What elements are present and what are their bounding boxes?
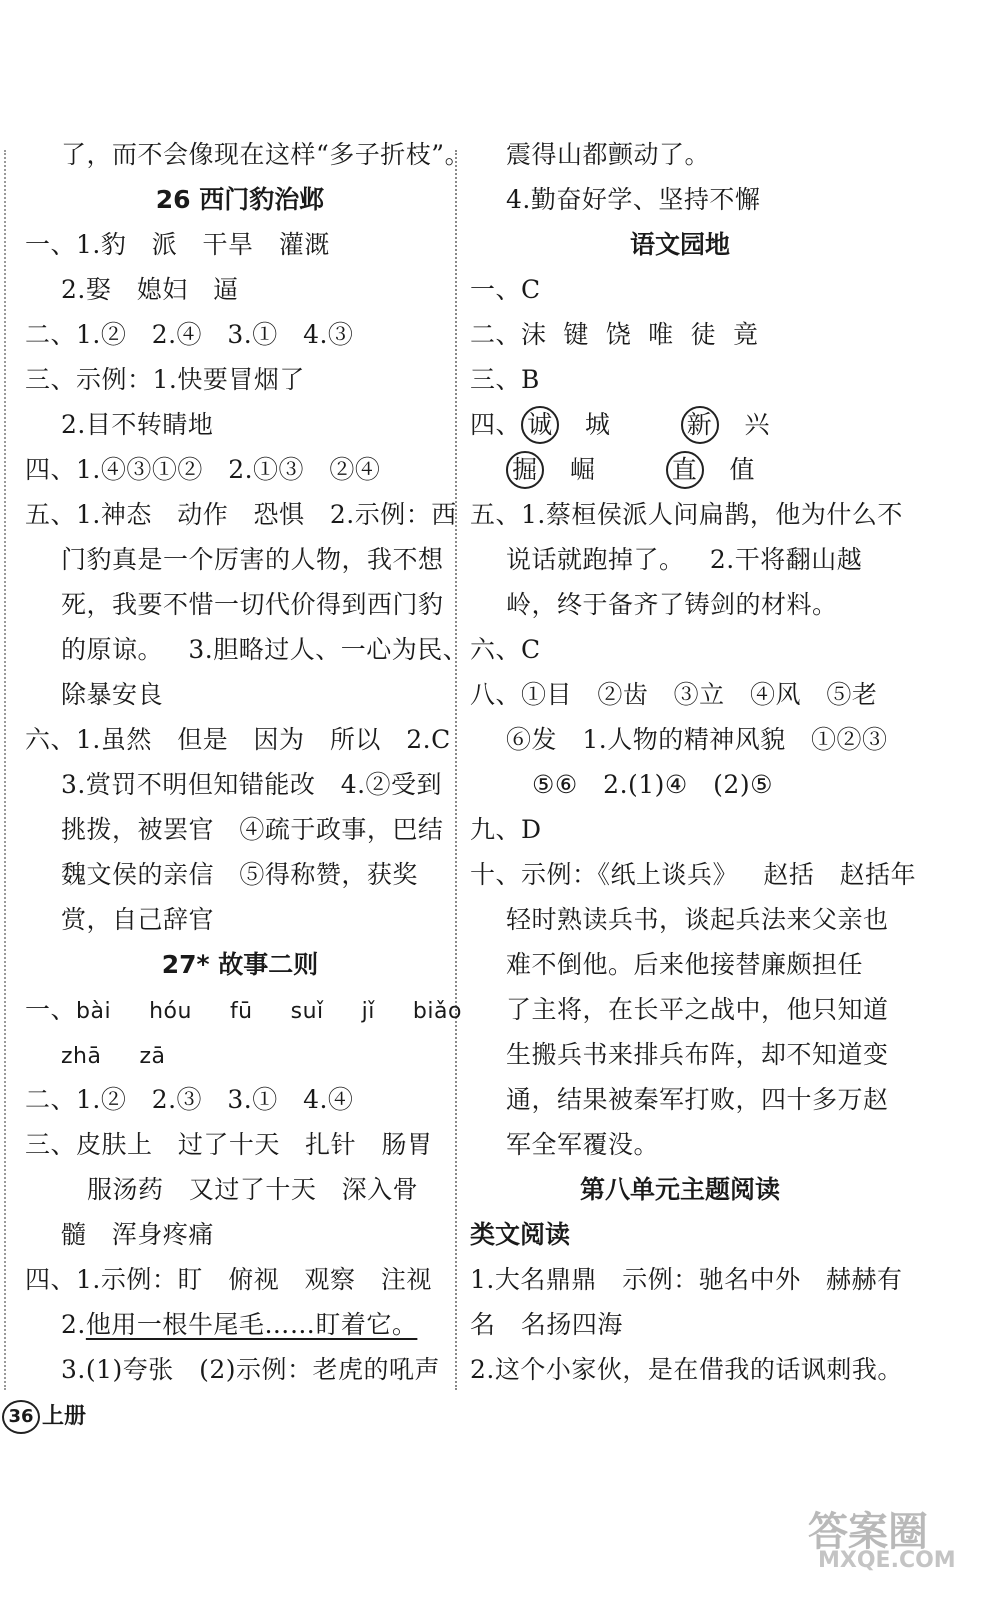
text-line: 五、1.蔡桓侯派人问扁鹊，他为什么不 [470, 500, 903, 529]
pinyin: biǎo [412, 999, 462, 1024]
column-divider [455, 150, 457, 1390]
text-line: 3.(1)夸张 (2)示例：老虎的吼声 [61, 1355, 441, 1384]
right-column [470, 132, 917, 1392]
watermark-logo [808, 1500, 978, 1578]
pinyin: zhā [61, 1044, 102, 1069]
underlined-sentence: 他用一根牛尾毛……盯着它。 [85, 1310, 418, 1339]
text-line: 轻时熟读兵书，谈起兵法来父亲也 [506, 905, 889, 934]
left-column [25, 132, 471, 1392]
text-line: 挑拨，被罢官 ④疏于政事，巴结 [61, 815, 444, 844]
item-number: 2. [61, 1310, 86, 1339]
text-line: 魏文侯的亲信 ⑤得称赞，获奖 [61, 860, 418, 889]
volume-label: 上册 [42, 1404, 87, 1429]
lesson-27-title: 27* 故事二则 [161, 950, 319, 979]
text-line: 五、1.神态 动作 恐惧 2.示例：西 [25, 500, 457, 529]
text-line: 四、1.示例：盯 俯视 观察 注视 [25, 1265, 432, 1294]
pinyin-line [25, 1032, 455, 1077]
text-line: 军全军覆没。 [506, 1130, 660, 1159]
text-line: 了主将，在长平之战中，他只知道 [506, 995, 889, 1024]
circled-character: 直 [666, 451, 704, 489]
text-line: 4.勤奋好学、坚持不懈 [506, 185, 761, 214]
pinyin: zā [139, 1044, 166, 1069]
text-line: 通，结果被秦军打败，四十多万赵 [506, 1085, 889, 1114]
watermark-text: 答案圈 [808, 1509, 928, 1555]
watermark-url: MXQE.COM [818, 1548, 956, 1573]
character: 兴 [744, 410, 771, 439]
character: 城 [585, 410, 611, 439]
character: 值 [729, 455, 756, 484]
text-line: 1.大名鼎鼎 示例：驰名中外 赫赫有 [470, 1265, 903, 1294]
text-line: 八、①目 ②齿 ③立 ④风 ⑤老 [470, 680, 878, 709]
pinyin: hóu [149, 999, 192, 1024]
text-line: 赏，自己辞官 [61, 905, 215, 934]
text-line: 髓 浑身疼痛 [61, 1220, 214, 1249]
pinyin: suǐ [290, 999, 324, 1024]
text-line: 二、1.② 2.③ 3.① 4.④ [25, 1085, 354, 1114]
pinyin: jǐ [361, 999, 375, 1024]
text-line: 难不倒他。后来他接替廉颇担任 [506, 950, 864, 979]
item-number: 四、 [470, 410, 522, 439]
text-line: 六、C [470, 635, 541, 664]
text-line: 3.赏罚不明但知错能改 4.②受到 [61, 770, 443, 799]
text-line [470, 402, 890, 447]
text-line: 震得山都颤动了。 [506, 140, 711, 169]
left-margin-rule [4, 150, 6, 1390]
text-line: ⑥发 1.人物的精神风貌 ①②③ [506, 725, 888, 754]
text-line: 名 名扬四海 [470, 1310, 623, 1339]
text-line [470, 447, 890, 492]
text-line: 了，而不会像现在这样“多子折枝”。 [61, 140, 471, 169]
text-line: 一、1.豹 派 干旱 灌溉 [25, 230, 330, 259]
lesson-26-title: 26 西门豹治邺 [155, 185, 325, 214]
text-line: 二、1.② 2.④ 3.① 4.③ [25, 320, 354, 349]
pinyin-line [25, 987, 462, 1032]
pinyin: bài [76, 999, 112, 1024]
section-subtitle: 类文阅读 [470, 1220, 571, 1249]
circled-character: 新 [681, 406, 719, 444]
text-line: 四、1.④③①② 2.①③ ②④ [25, 455, 381, 484]
text-line: 2.娶 媳妇 逼 [61, 275, 239, 304]
text-line: 二、沫 键 饶 唯 徒 竟 [470, 320, 759, 349]
character: 崛 [570, 455, 596, 484]
text-line: 一、C [470, 275, 541, 304]
item-number: 一、 [25, 995, 77, 1024]
text-line: 十、示例：《纸上谈兵》 赵括 赵括年 [470, 860, 917, 889]
text-line: 2.这个小家伙，是在借我的话讽刺我。 [470, 1355, 903, 1384]
pinyin: fū [229, 999, 253, 1024]
text-line: 三、示例：1.快要冒烟了 [25, 365, 305, 394]
text-line: 说话就跑掉了。 2.干将翻山越 [506, 545, 863, 574]
text-line: 三、B [470, 365, 540, 394]
text-line: 三、皮肤上 过了十天 扎针 肠胃 [25, 1130, 433, 1159]
text-line: 除暴安良 [61, 680, 164, 709]
text-line: 九、D [470, 815, 542, 844]
page-number: 36 [2, 1400, 40, 1434]
text-line: 死，我要不惜一切代价得到西门豹 [61, 590, 444, 619]
text-line: 的原谅。 3.胆略过人、一心为民、 [61, 635, 469, 664]
text-line: 六、1.虽然 但是 因为 所以 2.C [25, 725, 451, 754]
unit-8-reading-title: 第八单元主题阅读 [579, 1175, 780, 1204]
text-line: 生搬兵书来排兵布阵，却不知道变 [506, 1040, 889, 1069]
text-line: 岭，终于备齐了铸剑的材料。 [506, 590, 838, 619]
text-line [25, 1302, 455, 1347]
text-line: 服汤药 又过了十天 深入骨 [87, 1175, 419, 1204]
text-line: 2.目不转睛地 [61, 410, 214, 439]
chinese-garden-title: 语文园地 [629, 230, 730, 259]
text-line: 门豹真是一个厉害的人物，我不想 [61, 545, 444, 574]
circled-character: 诚 [521, 406, 559, 444]
text-line: ⑤⑥ 2.(1)④ (2)⑤ [532, 770, 774, 799]
circled-character: 掘 [506, 451, 544, 489]
